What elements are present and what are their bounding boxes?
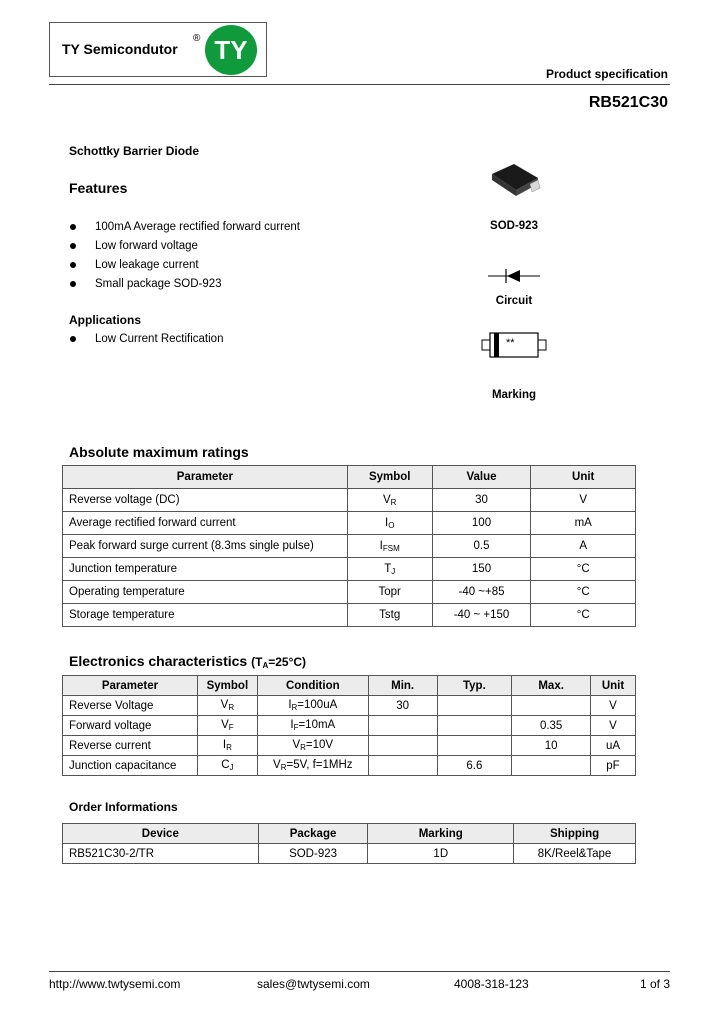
elec-title: Electronics characteristics $(T_A=25^\circ C)$: [69, 653, 307, 670]
package-label: SOD-923: [490, 220, 538, 232]
abs-max-table: [62, 465, 636, 627]
table-row: RB521C30-2/TR SOD-923 1D 8K/Reel&Tape: [63, 844, 636, 864]
features-title: Features: [69, 180, 128, 196]
bullet-icon: [70, 262, 76, 268]
list-item: Low leakage current: [69, 257, 300, 276]
table-row: Reverse Voltage $V_R$ $I_R=100uA$ 30 V: [63, 696, 636, 716]
website-link[interactable]: http://www.twtysemi.com: [49, 977, 181, 991]
registered-mark: ®: [193, 33, 201, 44]
list-item: Low Current Rectification: [69, 331, 223, 350]
bullet-icon: [70, 243, 76, 249]
table-header-row: Device Package Marking Shipping: [63, 824, 636, 844]
email-link[interactable]: sales@twtysemi.com: [257, 977, 370, 991]
bullet-icon: [70, 281, 76, 287]
table-row: Forward voltage $V_F$ $I_F=10mA$ 0.35 V: [63, 716, 636, 736]
ty-logo: TY: [205, 25, 257, 75]
part-number: RB521C30: [588, 94, 668, 111]
circuit-label: Circuit: [495, 295, 533, 307]
table-row: Peak forward surge current (8.3ms single pulse) $I_{FSM}$ 0.5 A: [63, 535, 636, 558]
product-specification: Product specification: [545, 67, 668, 81]
sod923-package-icon: [486, 160, 546, 200]
table-row: Reverse current $I_R$ $V_R=10V$ 10 uA: [63, 736, 636, 756]
header-rule: [49, 84, 670, 85]
table-row: Storage temperature Tstg -40 ~ +150 °C: [63, 604, 636, 627]
table-row: Junction capacitance $C_J$ $V_R=5V$, f=1MHz 6.6 pF: [63, 756, 636, 776]
table-header-row: Parameter Symbol Condition Min. Typ. Max. Unit: [63, 676, 636, 696]
bullet-icon: [70, 336, 76, 342]
column-header: Unit: [531, 466, 636, 489]
company-name: TY Semicondutor: [62, 41, 178, 57]
applications-list: [69, 331, 223, 350]
table-row: Junction temperature $T_J$ 150 °C: [63, 558, 636, 581]
footer-rule: [49, 971, 670, 972]
order-table: [62, 823, 636, 864]
list-item: 100mA Average rectified forward current: [69, 219, 300, 238]
phone-number: 4008-318-123: [454, 977, 529, 991]
table-row: Average rectified forward current $I_O$ 100 mA: [63, 512, 636, 535]
abs-max-title: Absolute maximum ratings: [69, 444, 249, 460]
bullet-icon: [70, 224, 76, 230]
order-title: Order Informations: [69, 800, 178, 814]
page-number: 1 of 3: [639, 977, 670, 991]
elec-table: [62, 675, 636, 776]
column-header: Value: [432, 466, 531, 489]
diode-circuit-icon: [486, 268, 542, 284]
table-header-row: [63, 466, 636, 489]
table-row: Operating temperature Topr -40 ~+85 °C: [63, 581, 636, 604]
list-item: Small package SOD-923: [69, 276, 300, 295]
column-header: Symbol: [347, 466, 432, 489]
features-list: [69, 219, 300, 295]
list-item: Low forward voltage: [69, 238, 300, 257]
marking-label: Marking: [491, 389, 537, 401]
applications-title: Applications: [69, 313, 142, 327]
column-header: Parameter: [63, 466, 348, 489]
table-row: Reverse voltage (DC) $V_R$ 30 V: [63, 489, 636, 512]
marking-code: **: [506, 337, 515, 349]
device-type: Schottky Barrier Diode: [69, 144, 200, 158]
